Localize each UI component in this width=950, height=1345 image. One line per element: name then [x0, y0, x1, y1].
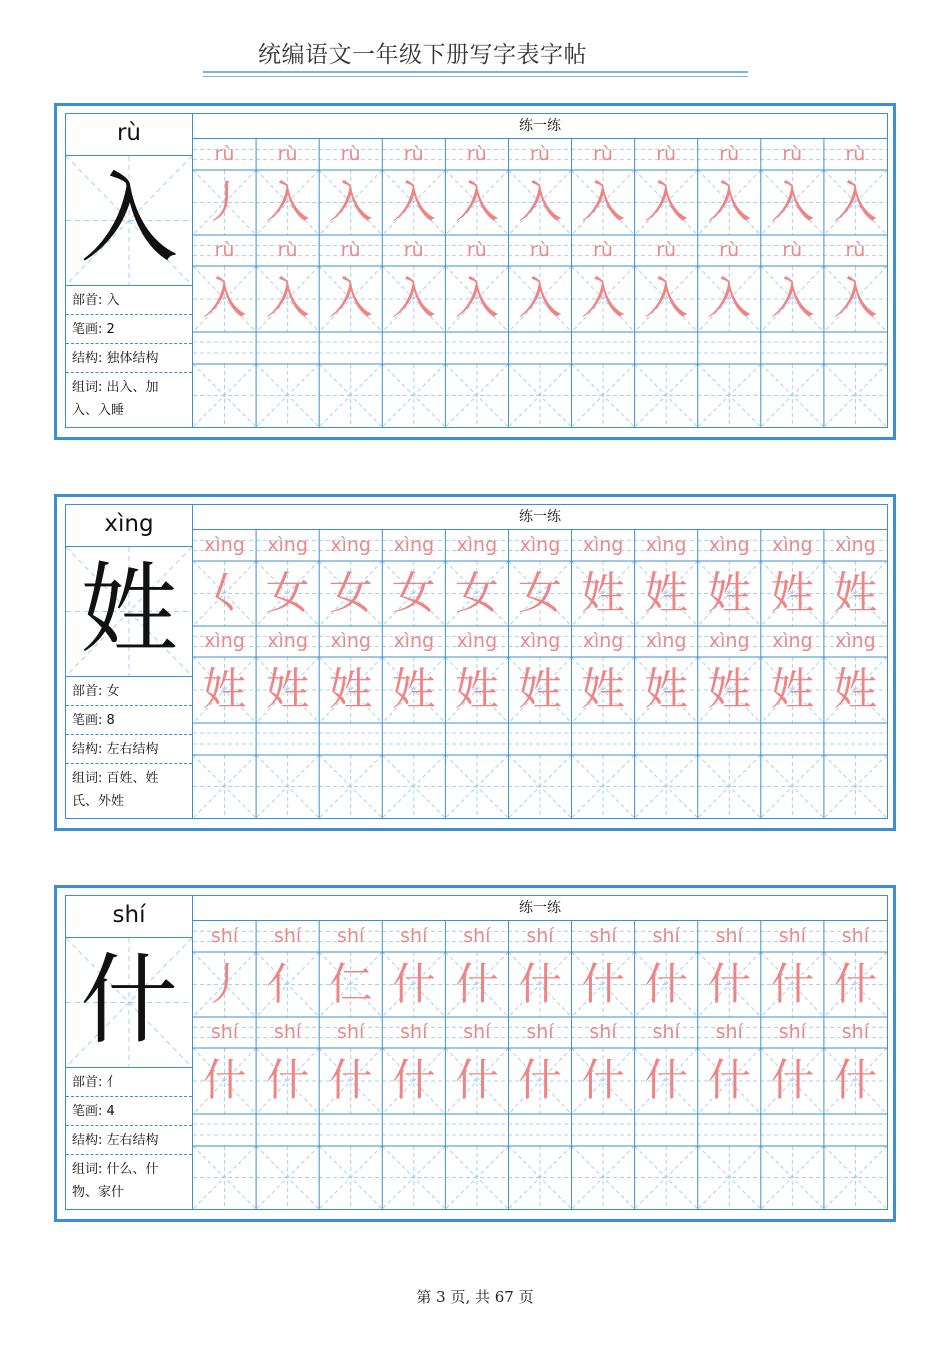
- cell-pinyin: shí: [589, 925, 617, 947]
- cell-pinyin: xìng: [393, 534, 435, 556]
- practice-title: 练一练: [193, 896, 887, 921]
- trace-character: 什: [833, 1055, 878, 1106]
- trace-character: 什: [328, 1055, 373, 1106]
- cell-pinyin: rù: [466, 239, 487, 261]
- cell-pinyin: xìng: [771, 534, 813, 556]
- trace-character: 入: [581, 273, 626, 324]
- card-inner: [65, 113, 888, 428]
- trace-character: 什: [391, 959, 436, 1010]
- trace-character: 入: [644, 273, 689, 324]
- cell-pinyin: xìng: [771, 630, 813, 652]
- trace-character: 什: [517, 959, 562, 1010]
- cell-pinyin: shí: [652, 925, 680, 947]
- character-card: [54, 103, 896, 440]
- trace-character: 什: [644, 1055, 689, 1106]
- trace-character: 姓: [770, 664, 815, 715]
- cell-pinyin: rù: [403, 239, 424, 261]
- cell-pinyin: shí: [652, 1021, 680, 1043]
- trace-character: 入: [391, 273, 436, 324]
- trace-character: 什: [454, 959, 499, 1010]
- cell-pinyin: rù: [403, 143, 424, 165]
- cell-pinyin: shí: [778, 925, 806, 947]
- cell-pinyin: shí: [841, 925, 870, 947]
- trace-character: 入: [328, 273, 373, 324]
- cell-pinyin: shí: [400, 925, 428, 947]
- trace-character: 入: [454, 177, 499, 228]
- trace-character: 仁: [328, 959, 373, 1010]
- practice-grid: [193, 114, 887, 427]
- trace-character: 什: [517, 1055, 562, 1106]
- cell-pinyin: xìng: [456, 534, 498, 556]
- cell-pinyin: shí: [463, 925, 491, 947]
- cell-pinyin: shí: [715, 1021, 743, 1043]
- cell-pinyin: shí: [778, 1021, 806, 1043]
- cell-pinyin: shí: [273, 925, 302, 947]
- trace-character: 姓: [833, 568, 878, 619]
- cell-pinyin: shí: [841, 1021, 870, 1043]
- character-box: [66, 938, 192, 1068]
- trace-character: 什: [581, 959, 626, 1010]
- cell-pinyin: rù: [214, 143, 235, 165]
- cell-pinyin: rù: [656, 143, 677, 165]
- practice-title: 练一练: [193, 114, 887, 139]
- trace-character: 姓: [707, 664, 752, 715]
- cell-pinyin: rù: [719, 239, 740, 261]
- words-line: 组词: 出入、加: [72, 380, 159, 395]
- cell-pinyin: rù: [214, 239, 235, 261]
- cell-pinyin: shí: [715, 925, 743, 947]
- cell-pinyin: rù: [340, 239, 361, 261]
- cell-pinyin: rù: [593, 239, 613, 261]
- trace-character: 什: [644, 959, 689, 1010]
- radical-info: 部首: 亻: [66, 1068, 192, 1097]
- trace-character: 入: [328, 177, 373, 228]
- cell-pinyin: xìng: [330, 534, 371, 556]
- structure-info: 结构: 独体结构: [66, 344, 192, 373]
- header-divider: [203, 71, 748, 73]
- page-title: 统编语文一年级下册写字表字帖: [258, 42, 587, 68]
- trace-character: 入: [707, 177, 752, 228]
- cell-pinyin: xìng: [582, 630, 624, 652]
- cell-pinyin: xìng: [330, 630, 371, 652]
- cell-pinyin: xìng: [519, 630, 561, 652]
- cell-pinyin: xìng: [835, 534, 876, 556]
- character-box: [66, 547, 192, 677]
- trace-character: 什: [581, 1055, 626, 1106]
- words-info: [66, 1156, 192, 1204]
- character-pinyin: rù: [66, 114, 192, 156]
- cell-pinyin: shí: [337, 925, 365, 947]
- trace-character: 丿: [202, 177, 247, 228]
- words-line: 氏、外姓: [72, 794, 125, 809]
- words-line: 物、家什: [72, 1185, 125, 1200]
- cell-pinyin: xìng: [267, 630, 308, 652]
- trace-character: 入: [454, 273, 499, 324]
- character-box: [66, 156, 192, 286]
- trace-character: 什: [707, 959, 752, 1010]
- radical-info: 部首: 入: [66, 286, 192, 315]
- trace-character: 姓: [328, 664, 373, 715]
- cell-pinyin: rù: [593, 143, 613, 165]
- trace-character: 什: [770, 959, 815, 1010]
- stroke-count-info: 笔画: 8: [66, 706, 192, 735]
- trace-character: 什: [391, 1055, 436, 1106]
- practice-title: 练一练: [193, 505, 887, 530]
- trace-character: 入: [517, 273, 562, 324]
- cell-pinyin: rù: [845, 239, 866, 261]
- practice-grid: [193, 896, 887, 1209]
- trace-character: 入: [517, 177, 562, 228]
- trace-character: 入: [770, 273, 815, 324]
- trace-character: 入: [581, 177, 626, 228]
- words-info: [66, 374, 192, 422]
- cell-pinyin: shí: [589, 1021, 617, 1043]
- cell-pinyin: rù: [466, 143, 487, 165]
- cell-pinyin: rù: [719, 143, 740, 165]
- trace-character: 什: [833, 959, 878, 1010]
- character-card: [54, 494, 896, 831]
- trace-character: 姓: [517, 664, 562, 715]
- trace-character: 姓: [770, 568, 815, 619]
- cell-pinyin: shí: [210, 925, 239, 947]
- page-footer: 第 3 页, 共 67 页: [416, 1288, 534, 1306]
- trace-character: 姓: [581, 568, 626, 619]
- trace-character: 姓: [454, 664, 499, 715]
- cell-pinyin: xìng: [519, 534, 561, 556]
- trace-character: 姓: [644, 664, 689, 715]
- trace-character: 什: [265, 1055, 310, 1106]
- trace-character: 姓: [833, 664, 878, 715]
- trace-character: 姓: [581, 664, 626, 715]
- cell-pinyin: xìng: [204, 534, 245, 556]
- cell-pinyin: rù: [340, 143, 361, 165]
- cell-pinyin: shí: [463, 1021, 491, 1043]
- practice-grid: [193, 505, 887, 818]
- trace-character: 什: [202, 1055, 247, 1106]
- trace-character: 什: [707, 1055, 752, 1106]
- words-info: [66, 765, 192, 813]
- cell-pinyin: xìng: [267, 534, 308, 556]
- trace-character: 女: [454, 568, 499, 619]
- header-divider: [203, 76, 748, 77]
- trace-character: 姓: [265, 664, 310, 715]
- trace-character: 入: [644, 177, 689, 228]
- trace-character: 女: [391, 568, 436, 619]
- trace-character: 入: [833, 273, 878, 324]
- trace-character: 入: [265, 273, 310, 324]
- trace-character: 亻: [265, 959, 310, 1010]
- trace-character: 入: [202, 273, 247, 324]
- trace-character: 入: [391, 177, 436, 228]
- trace-character: 姓: [644, 568, 689, 619]
- trace-character: 入: [707, 273, 752, 324]
- character-glyph: 入: [79, 162, 178, 276]
- trace-character: 姓: [707, 568, 752, 619]
- character-info-panel: [66, 896, 193, 1209]
- trace-character: 什: [454, 1055, 499, 1106]
- words-line: 组词: 百姓、姓: [72, 771, 159, 786]
- cell-pinyin: xìng: [645, 534, 687, 556]
- trace-character: 入: [833, 177, 878, 228]
- cell-pinyin: rù: [845, 143, 866, 165]
- trace-character: 丿: [202, 959, 247, 1010]
- trace-character: 女: [265, 568, 310, 619]
- cell-pinyin: xìng: [645, 630, 687, 652]
- card-inner: [65, 504, 888, 819]
- character-card: [54, 885, 896, 1222]
- cell-pinyin: rù: [530, 239, 550, 261]
- character-info-panel: [66, 505, 193, 818]
- trace-character: 女: [517, 568, 562, 619]
- words-line: 组词: 什么、什: [72, 1162, 159, 1177]
- trace-character: 姓: [391, 664, 436, 715]
- radical-info: 部首: 女: [66, 677, 192, 706]
- character-pinyin: xìng: [66, 505, 192, 547]
- cell-pinyin: xìng: [204, 630, 245, 652]
- cell-pinyin: xìng: [708, 630, 750, 652]
- cell-pinyin: rù: [277, 143, 298, 165]
- character-pinyin: shí: [66, 896, 192, 938]
- trace-character: 入: [770, 177, 815, 228]
- cell-pinyin: shí: [337, 1021, 365, 1043]
- words-line: 入、入睡: [72, 403, 125, 418]
- trace-character: 入: [265, 177, 310, 228]
- cell-pinyin: shí: [210, 1021, 239, 1043]
- cell-pinyin: xìng: [456, 630, 498, 652]
- card-inner: [65, 895, 888, 1210]
- cell-pinyin: shí: [526, 925, 554, 947]
- character-glyph: 姓: [79, 553, 178, 667]
- trace-character: 姓: [202, 664, 247, 715]
- cell-pinyin: rù: [782, 239, 803, 261]
- structure-info: 结构: 左右结构: [66, 1126, 192, 1155]
- cell-pinyin: rù: [656, 239, 677, 261]
- cell-pinyin: shí: [526, 1021, 554, 1043]
- trace-character: 什: [770, 1055, 815, 1106]
- cell-pinyin: xìng: [708, 534, 750, 556]
- cell-pinyin: rù: [530, 143, 550, 165]
- character-glyph: 什: [79, 944, 178, 1058]
- stroke-count-info: 笔画: 2: [66, 315, 192, 344]
- cell-pinyin: xìng: [393, 630, 435, 652]
- cell-pinyin: rù: [277, 239, 298, 261]
- stroke-count-info: 笔画: 4: [66, 1097, 192, 1126]
- cell-pinyin: shí: [400, 1021, 428, 1043]
- cell-pinyin: xìng: [835, 630, 876, 652]
- cell-pinyin: shí: [273, 1021, 302, 1043]
- trace-character: 女: [328, 568, 373, 619]
- character-info-panel: [66, 114, 193, 427]
- structure-info: 结构: 左右结构: [66, 735, 192, 764]
- trace-character: 𡿨: [202, 568, 247, 619]
- cell-pinyin: xìng: [582, 534, 624, 556]
- cell-pinyin: rù: [782, 143, 803, 165]
